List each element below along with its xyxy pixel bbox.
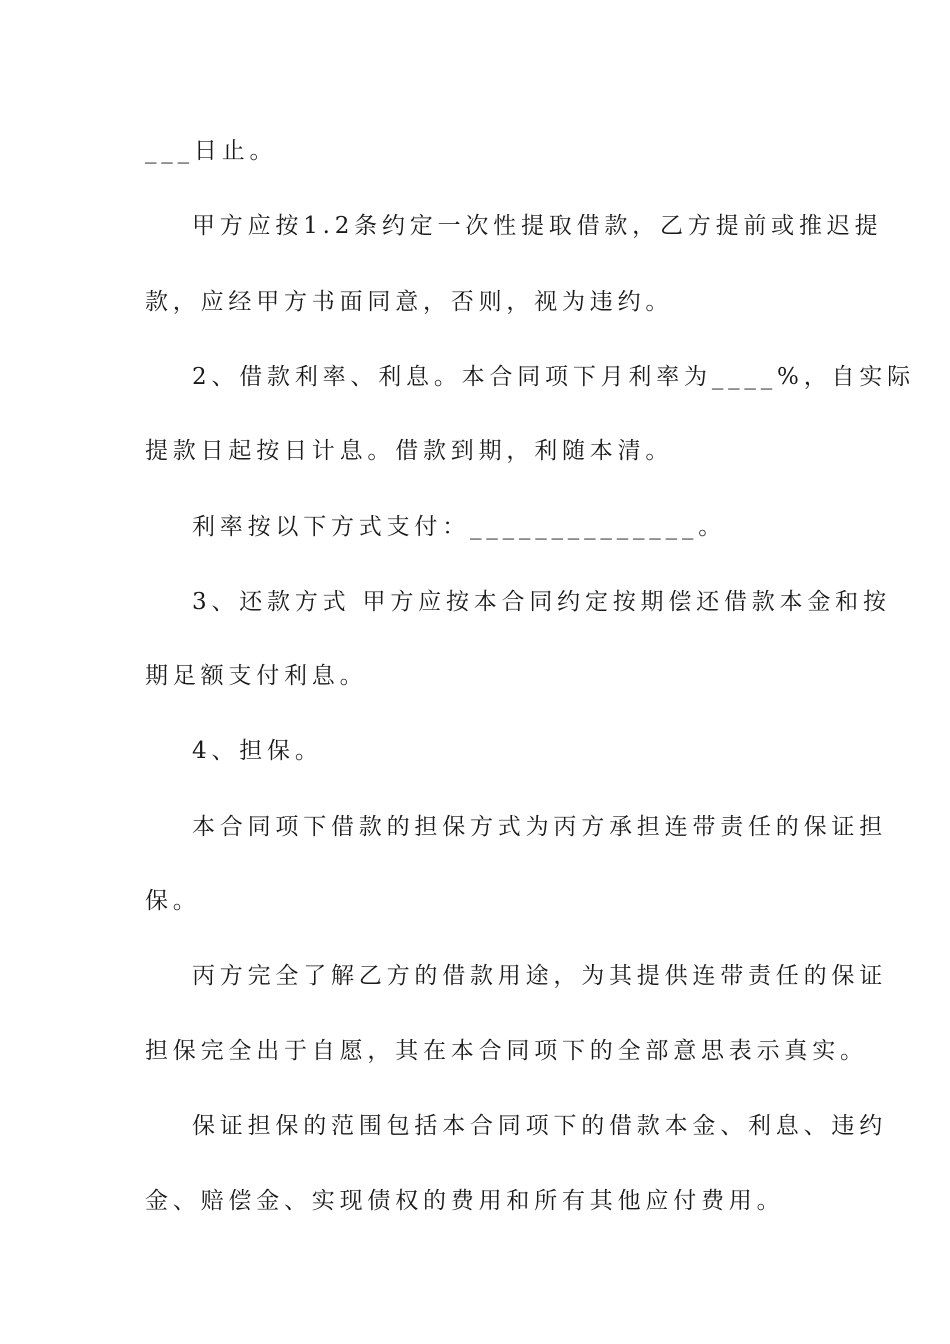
text-line: 担保完全出于自愿，其在本合同项下的全部意思表示真实。 <box>145 1038 868 1064</box>
paragraph-line: 本合同项下借款的担保方式为丙方承担连带责任的保证担 <box>192 814 887 840</box>
paragraph-line: 利率按以下方式支付：______________。 <box>192 514 726 540</box>
text-line: 提款日起按日计息。借款到期，利随本清。 <box>145 438 674 464</box>
text-line: 保。 <box>145 888 201 914</box>
text-line: 期足额支付利息。 <box>145 663 368 689</box>
paragraph-line: 4、担保。 <box>192 738 323 764</box>
text-line: ___日止。 <box>145 138 278 164</box>
paragraph-line: 3、还款方式 甲方应按本合同约定按期偿还借款本金和按 <box>192 589 891 615</box>
paragraph-line: 丙方完全了解乙方的借款用途，为其提供连带责任的保证 <box>192 963 887 989</box>
paragraph-line: 2、借款利率、利息。本合同项下月利率为____%，自实际 <box>192 364 915 390</box>
paragraph-line: 甲方应按1.2条约定一次性提取借款，乙方提前或推迟提 <box>192 213 883 239</box>
text-line: 金、赔偿金、实现债权的费用和所有其他应付费用。 <box>145 1188 785 1214</box>
text-line: 款，应经甲方书面同意，否则，视为违约。 <box>145 289 674 315</box>
paragraph-line: 保证担保的范围包括本合同项下的借款本金、利息、违约 <box>192 1113 887 1139</box>
